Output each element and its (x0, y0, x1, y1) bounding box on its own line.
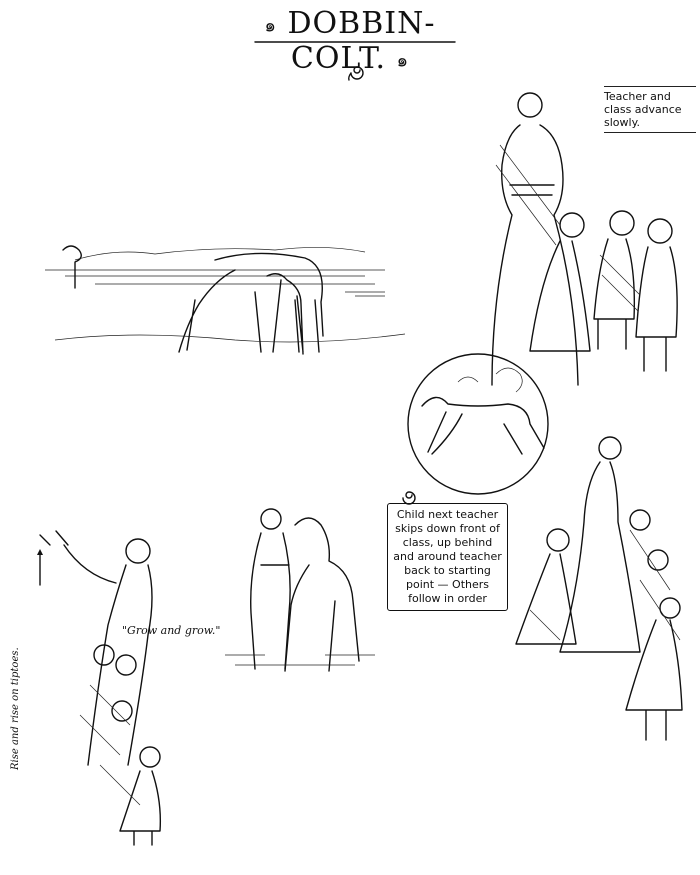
page-title-text: DOBBIN-COLT. (287, 6, 436, 76)
teacher-and-children-rising-illustration (30, 525, 190, 855)
instruction-note-box: Child next teacher skips down front of class, up behind and around teacher back to starting point — Others follow in order (387, 503, 508, 611)
teacher-and-children-illustration (480, 85, 690, 385)
title-underline-icon (255, 40, 455, 46)
swirl-ornament-right-icon: ๑ (396, 50, 410, 72)
man-with-colt-illustration (225, 505, 385, 680)
rise-on-tiptoes-label: Rise and rise on tiptoes. (10, 647, 21, 770)
teacher-children-skipping-illustration (500, 430, 695, 775)
mare-and-foal-grazing-illustration (35, 240, 405, 370)
spiral-ornament-box-icon (402, 485, 422, 505)
swirl-ornament-left-icon: ๑ (264, 15, 277, 37)
spiral-ornament-icon (348, 60, 372, 80)
grow-and-grow-label: "Grow and grow." (122, 624, 221, 637)
note-top-right: Teacher and class advance slowly. (604, 86, 696, 133)
